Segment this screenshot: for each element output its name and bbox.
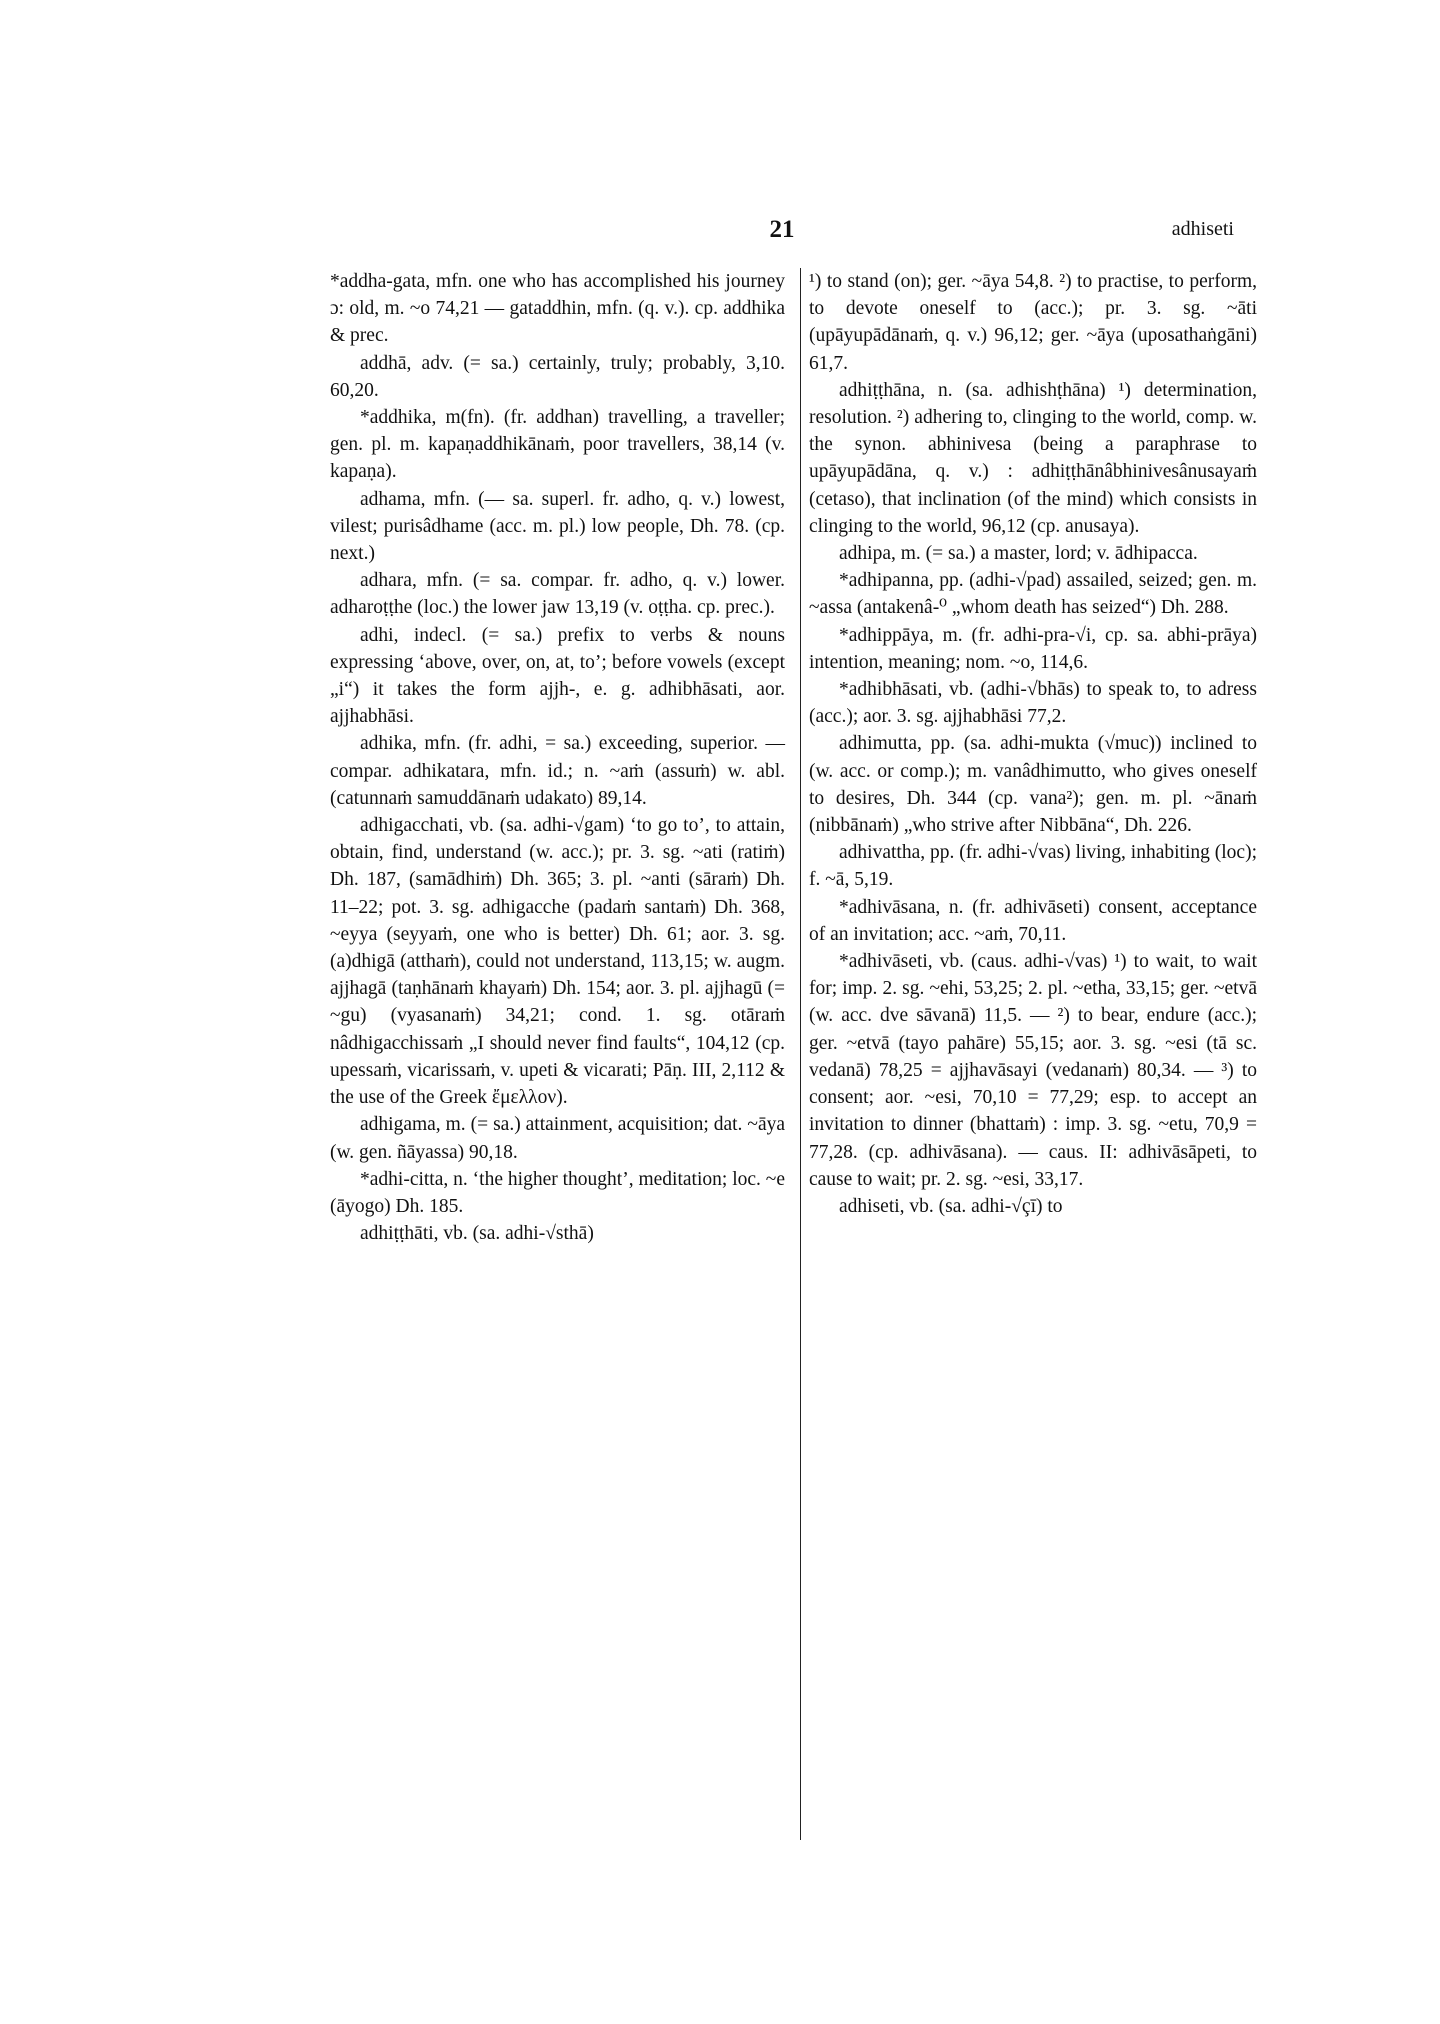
dictionary-entry: *adhipanna, pp. (adhi-√pad) assailed, seized; gen. m. ~assa (antakenâ-⁰ „whom death has seized“) Dh. 288. bbox=[809, 570, 1257, 619]
dictionary-entry: adhipa, m. (= sa.) a master, lord; v. ādhipacca. bbox=[839, 543, 1198, 565]
dictionary-entry: *addha-gata, mfn. one who has accomplished his journey ɔ: old, m. ~o 74,21 — gataddhin, mfn. (q. v.). cp. addhika & prec. bbox=[330, 271, 785, 347]
page-number: 21 bbox=[769, 216, 795, 243]
dictionary-entry: *adhippāya, m. (fr. adhi-pra-√i, cp. sa. abhi-prāya) intention, meaning; nom. ~o, 114,6. bbox=[809, 624, 1257, 673]
dictionary-entry: adhama, mfn. (— sa. superl. fr. adho, q. v.) lowest, vilest; purisâdhame (acc. m. pl.) low people, Dh. 78. (cp. next.) bbox=[330, 488, 785, 565]
dictionary-entry: adhi, indecl. (= sa.) prefix to verbs & nouns expressing ‘above, over, on, at, to’; before vowels (except „i“) it takes the form ajjh-, e. g. adhibhāsati, aor. ajjhabhāsi. bbox=[330, 624, 785, 728]
running-head: adhiseti bbox=[1171, 218, 1234, 240]
page-header bbox=[330, 216, 1234, 246]
dictionary-entry: adhigacchati, vb. (sa. adhi-√gam) ‘to go to’, to attain, obtain, find, understand (w. acc.); pr. 3. sg. ~ati (ratiṁ) Dh. 187, (samādhiṁ) Dh. 365; 3. pl. ~anti (sāraṁ) Dh. 11–22; pot. 3. sg. adhigacche (padaṁ santaṁ) Dh. 368, ~eyya (seyyaṁ, one who is better) Dh. 61; aor. 3. sg. (a)dhigā (atthaṁ), could not understand, 113,15; w. augm. ajjhagā (taṇhānaṁ khayaṁ) Dh. 154; aor. 3. pl. ajjhagū (= ~gu) (vyasanaṁ) 34,21; cond. 1. sg. otāraṁ nâdhigacchissaṁ „I should never find faults“, 104,12 (cp. upessaṁ, vicarissaṁ, v. upeti & vicarati; Pāṇ. III, 2,112 & the use of the Greek ἔμελλον). bbox=[330, 815, 785, 1109]
dictionary-entry: adhiṭṭhāti, vb. (sa. adhi-√sthā) bbox=[360, 1223, 594, 1245]
right-column bbox=[809, 268, 1257, 1220]
dictionary-entry: *adhivāseti, vb. (caus. adhi-√vas) ¹) to wait, to wait for; imp. 2. sg. ~ehi, 53,25; 2. pl. ~etha, 33,15; ger. ~etvā (w. acc. dve sāvanā) 11,5. — ²) to bear, endure (acc.); ger. ~etvā (tayo pahāre) 55,15; aor. 3. sg. ~esi (tā sc. vedanā) 78,25 = ajjhavāsayi (vedanaṁ) 80,34. — ³) to consent; aor. ~esi, 70,10 = 77,29; esp. to accept an invitation to dinner (bhattaṁ) : imp. 3. sg. ~etu, 70,9 = 77,28. (cp. adhivāsana). — caus. II: adhivāsāpeti, to cause to wait; pr. 2. sg. ~esi, 33,17. bbox=[809, 951, 1257, 1190]
dictionary-entry: *adhibhāsati, vb. (adhi-√bhās) to speak to, to adress (acc.); aor. 3. sg. ajjhabhāsi 77,2. bbox=[809, 679, 1257, 728]
dictionary-entry: *adhivāsana, n. (fr. adhivāseti) consent, acceptance of an invitation; acc. ~aṁ, 70,11. bbox=[809, 896, 1257, 945]
dictionary-entry: adhiseti, vb. (sa. adhi-√çī) to bbox=[839, 1195, 1063, 1217]
column-divider bbox=[800, 268, 801, 1840]
dictionary-entry: *addhika, m(fn). (fr. addhan) travelling, a traveller; gen. pl. m. kapaṇaddhikānaṁ, poor travellers, 38,14 (v. kapaṇa). bbox=[330, 407, 785, 483]
dictionary-entry: ¹) to stand (on); ger. ~āya 54,8. ²) to practise, to perform, to devote oneself to (acc.); pr. 3. sg. ~āti (upāyupādānaṁ, q. v.) 96,12; ger. ~āya (uposathaṅgāni) 61,7. bbox=[809, 271, 1257, 374]
dictionary-entry: *adhi-citta, n. ‘the higher thought’, meditation; loc. ~e (āyogo) Dh. 185. bbox=[330, 1168, 785, 1217]
dictionary-entry: adhiṭṭhāna, n. (sa. adhishṭhāna) ¹) determination, resolution. ²) adhering to, clinging to the world, comp. w. the synon. abhinivesa (being a paraphrase to upāyupādāna, q. v.) : adhiṭṭhānâbhinivesânusayaṁ (cetaso), that inclination (of the mind) which consists in clinging to the world, 96,12 (cp. anusaya). bbox=[809, 379, 1257, 537]
dictionary-entry: adhivattha, pp. (fr. adhi-√vas) living, inhabiting (loc); f. ~ā, 5,19. bbox=[809, 842, 1257, 891]
dictionary-entry: addhā, adv. (= sa.) certainly, truly; probably, 3,10. 60,20. bbox=[330, 352, 785, 401]
dictionary-entry: adhimutta, pp. (sa. adhi-mukta (√muc)) inclined to (w. acc. or comp.); m. vanâdhimutto, who gives oneself to desires, Dh. 344 (cp. vana²); gen. m. pl. ~ānaṁ (nibbānaṁ) „who strive after Nibbāna“, Dh. 226. bbox=[809, 733, 1257, 837]
left-column bbox=[330, 268, 785, 1247]
dictionary-entry: adhika, mfn. (fr. adhi, = sa.) exceeding, superior. — compar. adhikatara, mfn. id.; n. ~aṁ (assuṁ) w. abl. (catunnaṁ samuddānaṁ udakato) 89,14. bbox=[330, 733, 785, 809]
dictionary-entry: adhara, mfn. (= sa. compar. fr. adho, q. v.) lower. adharoṭṭhe (loc.) the lower jaw 13,19 (v. oṭṭha. cp. prec.). bbox=[330, 570, 785, 619]
dictionary-entry: adhigama, m. (= sa.) attainment, acquisition; dat. ~āya (w. gen. ñāyassa) 90,18. bbox=[330, 1114, 785, 1163]
